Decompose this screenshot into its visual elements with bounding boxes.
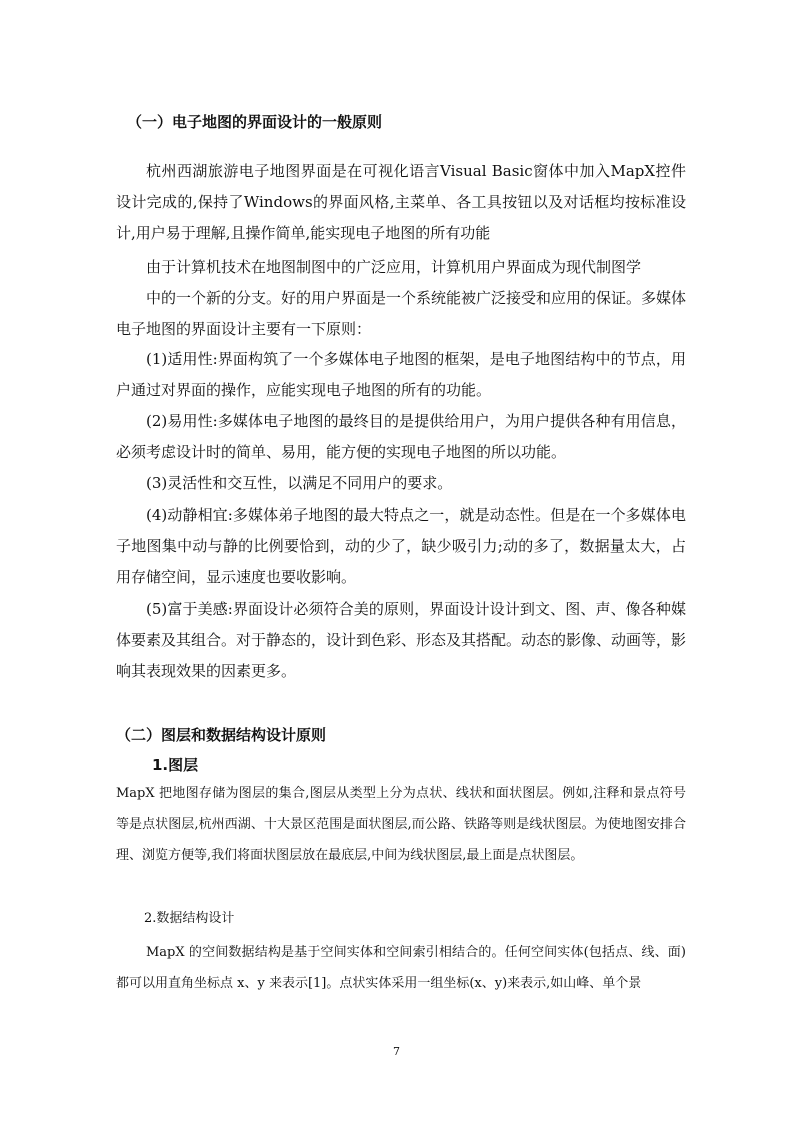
section1-principle-3: (3)灵活性和交互性，以满足不同用户的要求。 bbox=[146, 474, 453, 492]
section1-paragraph-2: 由于计算机技术在地图制图中的广泛应用，计算机用户界面成为现代制图学 bbox=[146, 258, 642, 276]
section1-paragraph-1: 杭州西湖旅游电子地图界面是在可视化语言Visual Basic窗体中加入MapX控件设计完成的,保持了Windows的界面风格,主菜单、各工具按钮以及对话框均按标准设计,用户易于理解,且操作简单,能实现电子地图的所有功能 bbox=[116, 162, 686, 242]
page-number: 7 bbox=[393, 1045, 400, 1058]
section2-heading: （二）图层和数据结构设计原则 bbox=[116, 726, 327, 744]
subsection-data-structure-heading: 2.数据结构设计 bbox=[144, 911, 235, 926]
section1-paragraph-3: 中的一个新的分支。好的用户界面是一个系统能被广泛接受和应用的保证。多媒体电子地图的界面设计主要有一下原则： bbox=[116, 289, 687, 338]
data-structure-paragraph: MapX 的空间数据结构是基于空间实体和空间索引相结合的。任何空间实体(包括点、线、面)都可以用直角坐标点 x、y 来表示[1]。点状实体采用一组坐标(x、y)来表示,如山峰、单个景 bbox=[116, 945, 686, 991]
subsection-layers-heading: 1.图层 bbox=[152, 756, 199, 774]
section1-principle-1: (1)适用性:界面构筑了一个多媒体电子地图的框架，是电子地图结构中的节点，用户通过对界面的操作，应能实现电子地图的所有的功能。 bbox=[116, 350, 686, 399]
section1-principle-2: (2)易用性:多媒体电子地图的最终目的是提供给用户，为用户提供各种有用信息，必须考虑设计时的简单、易用，能方便的实现电子地图的所以功能。 bbox=[116, 412, 686, 461]
layers-paragraph: MapX 把地图存储为图层的集合,图层从类型上分为点状、线状和面状图层。例如,注释和景点符号等是点状图层,杭州西湖、十大景区范围是面状图层,而公路、铁路等则是线状图层。为使地图安排合理、浏览方便等,我们将面状图层放在最底层,中间为线状图层,最上面是点状图层。 bbox=[116, 786, 686, 863]
section1-heading: （一）电子地图的界面设计的一般原则 bbox=[127, 113, 383, 131]
section1-principle-4: (4)动静相宜:多媒体弟子地图的最大特点之一，就是动态性。但是在一个多媒体电子地图集中动与静的比例要恰到，动的少了，缺少吸引力;动的多了，数据量太大，占用存储空间，显示速度也要收影响。 bbox=[116, 506, 686, 586]
section1-principle-5: (5)富于美感:界面设计必须符合美的原则，界面设计设计到文、图、声、像各种媒体要素及其组合。对于静态的，设计到色彩、形态及其搭配。动态的影像、动画等，影响其表现效果的因素更多。 bbox=[116, 600, 687, 680]
